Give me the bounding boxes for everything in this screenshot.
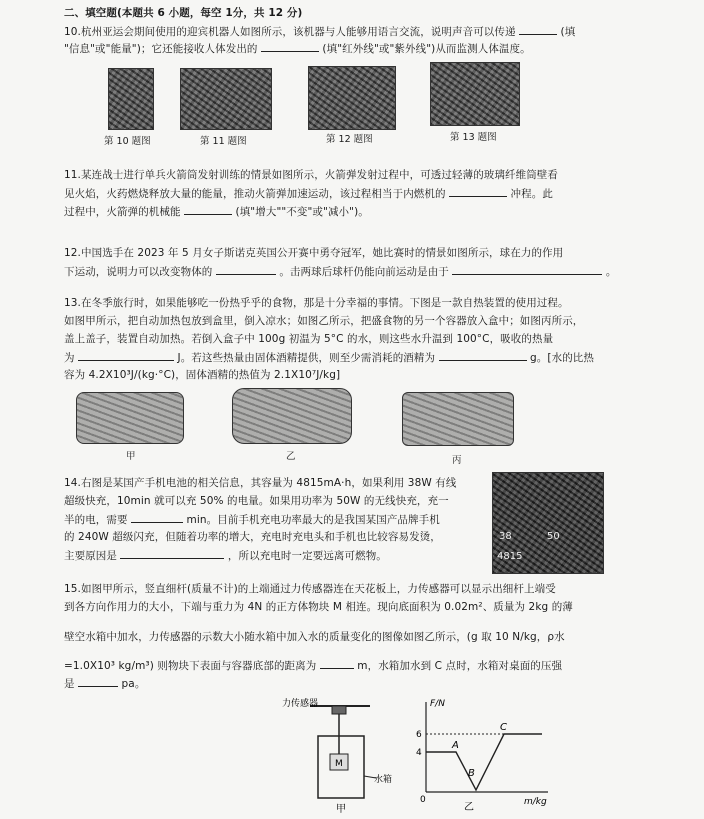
point-a-label: A	[452, 740, 459, 751]
q13-blank-1[interactable]	[78, 350, 174, 361]
q15-line1: 15.如图甲所示，竖直细杆(质量不计)的上端通过力传感器连在天花板上，力传感器可以显示出细杆上端受	[64, 583, 556, 595]
q12-text-2-end: 。	[605, 266, 617, 278]
q13-text-4a: 为	[64, 352, 75, 364]
figure-10-caption: 第 10 题图	[104, 136, 151, 147]
q12-text-2b: 。击两球后球杆仍能向前运动是由于	[279, 266, 449, 278]
force-sensor	[332, 706, 346, 714]
q13-caption-yi: 乙	[286, 451, 296, 462]
q14-line5	[64, 548, 387, 563]
graph-line	[426, 734, 542, 790]
q14-line1: 14.右图是某国产手机电池的相关信息，其容量为 4815mA·h，如果利用 38W 有线	[64, 477, 457, 489]
q10-text-1-end: (填	[560, 26, 576, 38]
q13-figure-jia	[76, 392, 184, 444]
q11-blank-1[interactable]	[449, 186, 507, 197]
q15-text-4a: =1.0X10³ kg/m³) 则物块下表面与容器底部的距离为	[64, 660, 317, 672]
x-axis-label: m/kg	[524, 797, 547, 807]
y-tick-4: 4	[416, 748, 422, 758]
q14-text-3a: 半的电，需要	[64, 514, 128, 526]
q13-caption-bing: 丙	[452, 455, 462, 466]
q12-line2	[64, 264, 616, 279]
q10-blank-1[interactable]	[519, 24, 557, 35]
q12-blank-2[interactable]	[452, 264, 602, 275]
q13-text-4c: g。[水的比热	[530, 352, 594, 364]
q15-line3: 壁空水箱中加水，力传感器的示数大小随水箱中加入水的质量变化的图像如图乙所示，(g 取 10 N/kg，ρ水	[64, 631, 565, 643]
q11-blank-2[interactable]	[184, 204, 232, 215]
q13-figure-yi	[232, 388, 352, 444]
battery-label-38: 38	[499, 531, 512, 542]
section-title: 二、填空题(本题共 6 小题，每空 1分，共 12 分)	[64, 7, 303, 19]
q10-line2	[64, 41, 531, 56]
q14-blank-2[interactable]	[120, 548, 224, 559]
q11-line2	[64, 186, 553, 201]
q13-figure-bing	[402, 392, 514, 446]
q15-figure-yi	[412, 696, 562, 814]
battery-label-50: 50	[547, 531, 560, 542]
q11-text-2a: 见火焰，火药燃烧释放大量的能量，推动火箭弹加速运动，该过程相当于内燃机的	[64, 188, 446, 200]
figure-11-photo	[180, 68, 272, 130]
q13-text-4b: J。若这些热量由固体酒精提供，则至少需消耗的酒精为	[177, 352, 436, 364]
q11-line1: 11.某连战士进行单兵火箭筒发射训练的情景如图所示，火箭弹发射过程中，可透过轻薄的玻璃纤维筒壁看	[64, 169, 558, 181]
block-m-label: M	[335, 759, 343, 769]
q11-text-3a: 过程中，火箭弹的机械能	[64, 206, 181, 218]
q11-text-2b: 冲程。此	[510, 188, 553, 200]
q15-blank-1[interactable]	[320, 658, 354, 669]
q11-line3	[64, 204, 369, 219]
y-tick-6: 6	[416, 730, 422, 740]
q13-caption-jia: 甲	[126, 451, 136, 462]
q14-text-3b: min。目前手机充电功率最大的是我国某国产品牌手机	[186, 514, 440, 526]
y-axis-label: F/N	[430, 699, 445, 709]
q15-blank-2[interactable]	[78, 676, 118, 687]
figure-11-caption: 第 11 题图	[200, 136, 247, 147]
q13-line5: 容为 4.2X10³J/(kg·°C)，固体酒精的热值为 2.1X10⁷J/kg]	[64, 369, 341, 381]
q12-blank-1[interactable]	[216, 264, 276, 275]
figure-12-photo	[308, 66, 396, 130]
battery-label-4815: 4815	[497, 551, 523, 562]
origin-label: 0	[420, 795, 426, 805]
q15-text-5a: 是	[64, 678, 75, 690]
q15-text-5b: pa。	[121, 678, 146, 690]
tank-label: 水箱	[374, 775, 393, 785]
q15-text-4b: m，水箱加水到 C 点时，水箱对桌面的压强	[357, 660, 563, 672]
q11-text-3b: (填"增大""不变"或"减小")。	[235, 206, 369, 218]
q14-battery-photo	[492, 472, 604, 574]
q13-line2: 如图甲所示，把自动加热包放到盒里，倒入凉水；如图乙所示，把盛食物的另一个容器放入盒中；如图丙所示，	[64, 315, 584, 327]
q10-text-1: 10.杭州亚运会期间使用的迎宾机器人如图所示，该机器与人能够用语言交流，说明声音可以传递	[64, 26, 516, 38]
point-b-label: B	[468, 768, 475, 779]
figure-12-caption: 第 12 题图	[326, 134, 373, 145]
q15-line4	[64, 658, 562, 673]
q13-line3: 盖上盖子，装置自动加热。若倒入盒子中 100g 初温为 5°C 的水，则这些水升温到 100°C，吸收的热量	[64, 333, 554, 345]
q15-line2: 到各方向作用力的大小，下端与重力为 4N 的正方体物块 M 相连。现向底面积为 0.02m²、质量为 2kg 的薄	[64, 601, 573, 613]
q14-blank-1[interactable]	[131, 512, 183, 523]
q14-line2: 超级快充，10min 就可以充 50% 的电量。如果用功率为 50W 的无线快充，充一	[64, 495, 449, 507]
q13-line4	[64, 350, 594, 365]
q10-text-2b: (填"红外线"或"紫外线")从而监测人体温度。	[322, 43, 531, 55]
figure-yi-caption: 乙	[464, 802, 474, 813]
sensor-label: 力传感器	[282, 699, 319, 709]
q14-line3	[64, 512, 440, 527]
figure-10-photo	[108, 68, 154, 130]
q13-blank-2[interactable]	[439, 350, 527, 361]
q13-line1: 13.在冬季旅行时，如果能够吃一份热乎乎的食物，那是十分幸福的事情。下图是一款自热装置的使用过程。	[64, 297, 569, 309]
q14-text-5a: 主要原因是	[64, 550, 117, 562]
q14-text-5b: ，所以充电时一定要远离可燃物。	[227, 550, 387, 562]
point-c-label: C	[500, 722, 507, 733]
q14-line4: 的 240W 超级闪充，但随着功率的增大，充电时充电头和手机也比较容易发烫，	[64, 531, 441, 543]
figure-jia-caption: 甲	[336, 804, 346, 814]
q15-line5	[64, 676, 145, 691]
q10-text-2a: "信息"或"能量")；它还能接收人体发出的	[64, 43, 258, 55]
q15-figure-jia	[280, 696, 400, 814]
figure-13-photo	[430, 62, 520, 126]
q10-blank-2[interactable]	[261, 41, 319, 52]
figure-13-caption: 第 13 题图	[450, 132, 497, 143]
q12-line1: 12.中国选手在 2023 年 5 月女子斯诺克英国公开赛中勇夺冠军，她比赛时的情景如图所示，球在力的作用	[64, 247, 564, 259]
q10-line1	[64, 24, 575, 39]
q12-text-2a: 下运动，说明力可以改变物体的	[64, 266, 213, 278]
